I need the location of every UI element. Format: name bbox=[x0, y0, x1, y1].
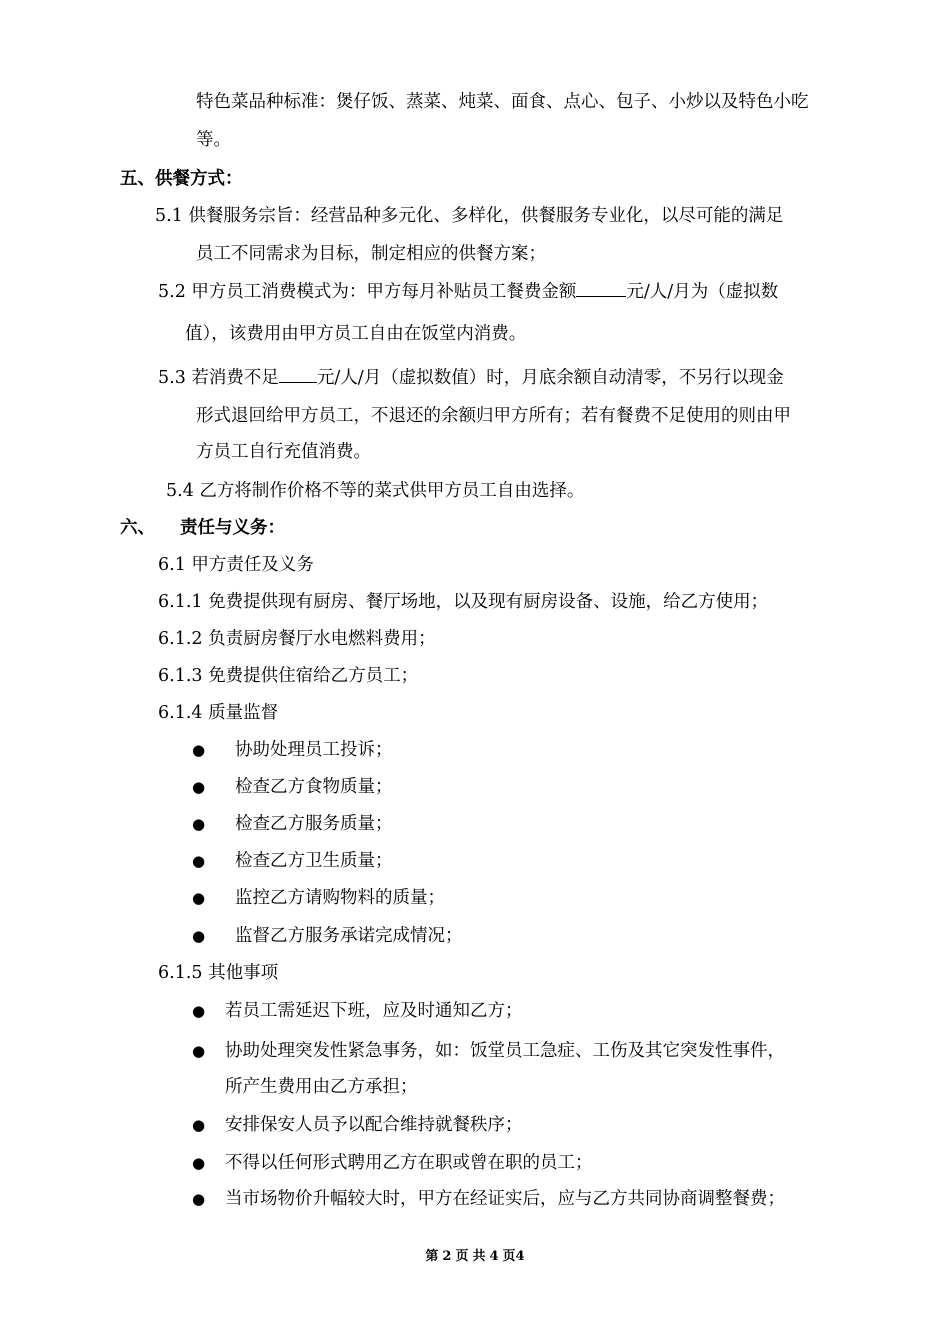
clause-6-1-3: 6.1.3 免费提供住宿给乙方员工； bbox=[158, 666, 419, 686]
section-heading: 责任与义务： bbox=[180, 518, 285, 538]
list-item: 安排保安人员予以配合维持就餐秩序； bbox=[225, 1115, 523, 1135]
list-item: 检查乙方食物质量； bbox=[235, 777, 393, 797]
fill-blank bbox=[576, 280, 626, 297]
clause-5-3-text-a: 5.3 若消费不足 bbox=[158, 368, 279, 388]
clause-5-2 bbox=[158, 280, 778, 304]
clause-6-1-5: 6.1.5 其他事项 bbox=[158, 963, 279, 983]
clause-5-1-cont: 员工不同需求为目标，制定相应的供餐方案； bbox=[196, 244, 546, 264]
fill-blank bbox=[279, 366, 317, 383]
clause-6-1-2: 6.1.2 负责厨房餐厅水电燃料费用； bbox=[158, 629, 436, 649]
bullet-icon: ● bbox=[192, 927, 206, 945]
clause-5-2-text-b: 元/人/月为（虚拟数 bbox=[626, 282, 779, 302]
list-item: 当市场物价升幅较大时，甲方在经证实后，应与乙方共同协商调整餐费； bbox=[225, 1189, 785, 1209]
bullet-icon: ● bbox=[192, 852, 206, 870]
clause-5-2-text-a: 5.2 甲方员工消费模式为：甲方每月补贴员工餐费金额 bbox=[158, 282, 577, 302]
clause-5-3-cont: 方员工自行充值消费。 bbox=[196, 442, 371, 462]
clause-6-1: 6.1 甲方责任及义务 bbox=[158, 555, 314, 575]
clause-5-3-text-b: 元/人/月（虚拟数值）时，月底余额自动清零，不另行以现金 bbox=[316, 368, 784, 388]
bullet-icon: ● bbox=[192, 1116, 206, 1134]
bullet-icon: ● bbox=[192, 741, 206, 759]
list-item-cont: 所产生费用由乙方承担； bbox=[225, 1077, 418, 1097]
text-line: 特色菜品种标准：煲仔饭、蒸菜、炖菜、面食、点心、包子、小炒以及特色小吃 bbox=[196, 92, 809, 112]
footer-page-number: 2 bbox=[442, 1249, 452, 1264]
clause-5-2-cont: 值），该费用由甲方员工自由在饭堂内消费。 bbox=[185, 324, 527, 344]
list-item: 协助处理员工投诉； bbox=[235, 740, 393, 760]
list-item: 不得以任何形式聘用乙方在职或曾在职的员工； bbox=[225, 1153, 593, 1173]
list-item: 协助处理突发性紧急事务，如：饭堂员工急症、工伤及其它突发性事件， bbox=[225, 1041, 785, 1061]
section-heading: 五、供餐方式： bbox=[120, 169, 243, 189]
list-item: 检查乙方卫生质量； bbox=[235, 851, 393, 871]
bullet-icon: ● bbox=[192, 1042, 206, 1060]
bullet-icon: ● bbox=[192, 1002, 206, 1020]
page-footer bbox=[0, 1248, 950, 1266]
list-item: 监控乙方请购物料的质量； bbox=[235, 888, 445, 908]
clause-6-1-4: 6.1.4 质量监督 bbox=[158, 703, 279, 723]
clause-5-1: 5.1 供餐服务宗旨：经营品种多元化、多样化，供餐服务专业化，以尽可能的满足 bbox=[155, 206, 784, 226]
footer-di: 第 bbox=[425, 1249, 439, 1264]
section-heading-number: 六、 bbox=[120, 518, 155, 538]
footer-ye: 页 bbox=[455, 1249, 469, 1264]
list-item: 检查乙方服务质量； bbox=[235, 814, 393, 834]
clause-5-3 bbox=[158, 366, 784, 390]
footer-gong: 共 bbox=[472, 1249, 486, 1264]
text-line: 等。 bbox=[196, 130, 231, 150]
footer-total-pages: 4 bbox=[489, 1249, 499, 1264]
clause-6-1-1: 6.1.1 免费提供现有厨房、餐厅场地，以及现有厨房设备、设施，给乙方使用； bbox=[158, 592, 769, 612]
bullet-icon: ● bbox=[192, 889, 206, 907]
list-item: 若员工需延迟下班，应及时通知乙方； bbox=[225, 1001, 523, 1021]
bullet-icon: ● bbox=[192, 1190, 206, 1208]
footer-ye-suffix: 页4 bbox=[502, 1249, 525, 1264]
clause-5-3-cont: 形式退回给甲方员工，不退还的余额归甲方所有；若有餐费不足使用的则由甲 bbox=[196, 406, 791, 426]
bullet-icon: ● bbox=[192, 815, 206, 833]
clause-5-4: 5.4 乙方将制作价格不等的菜式供甲方员工自由选择。 bbox=[166, 481, 585, 501]
bullet-icon: ● bbox=[192, 778, 206, 796]
list-item: 监督乙方服务承诺完成情况； bbox=[235, 926, 463, 946]
bullet-icon: ● bbox=[192, 1154, 206, 1172]
